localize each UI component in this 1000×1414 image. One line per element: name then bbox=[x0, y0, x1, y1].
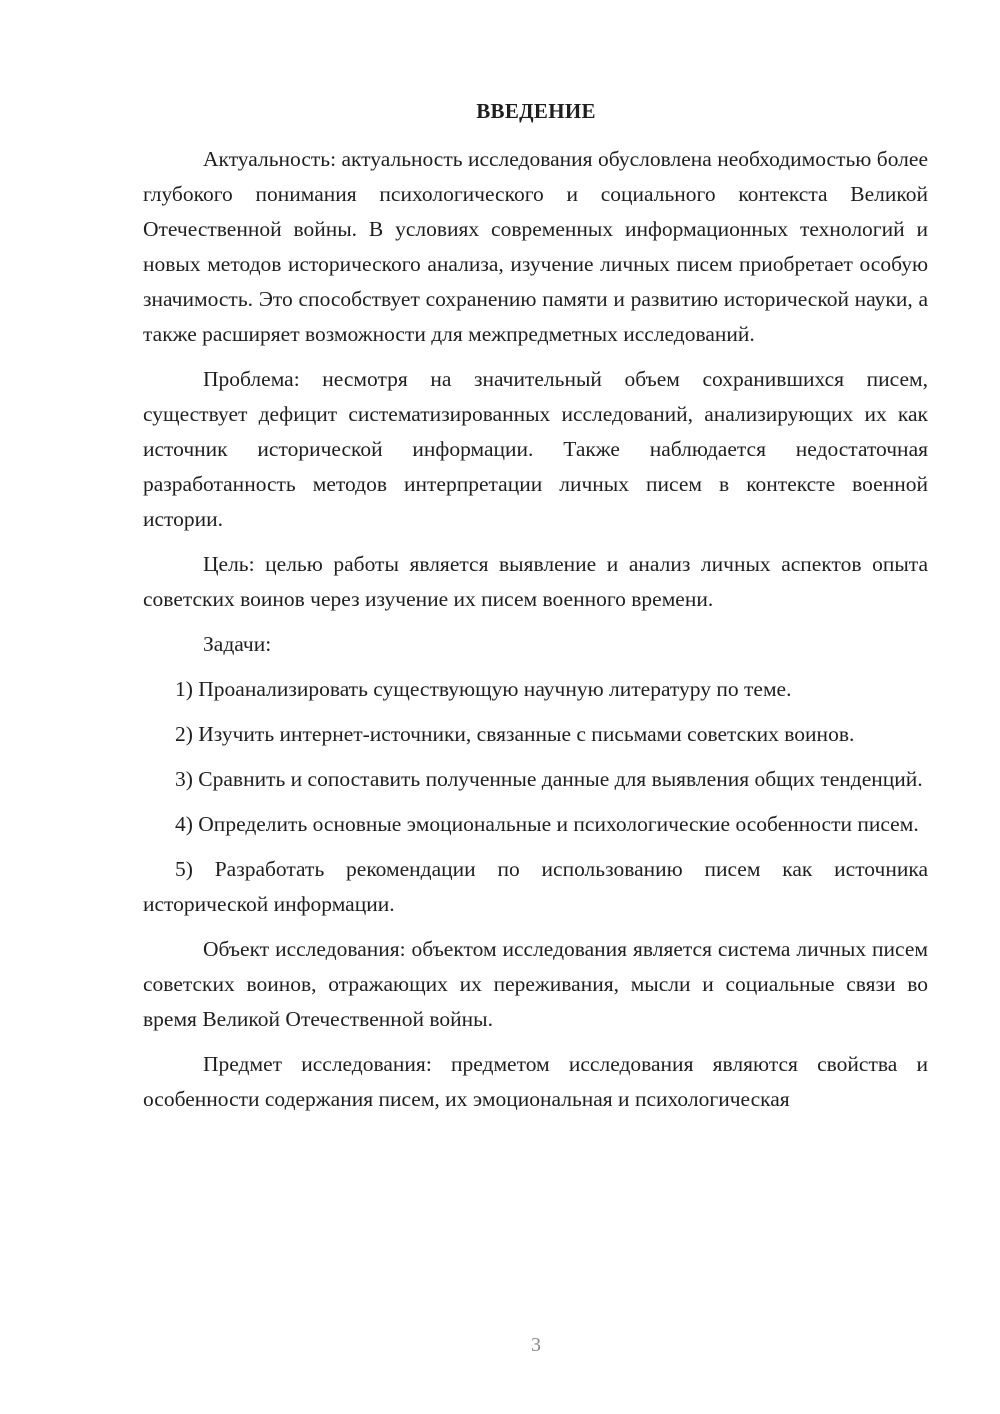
paragraph-object: Объект исследования: объектом исследования является система личных писем советских воинов, отражающих их переживания, мысли и социальные связи во время Великой Отечественной войны. bbox=[143, 937, 928, 1031]
paragraph-relevance: Актуальность: актуальность исследования обусловлена необходимостью более глубокого понимания психологического и социального контекста Великой Отечественной войны. В условиях современных информационных технологий и новых методов исторического анализа, изучение личных писем приобретает особую значимость. Это способствует сохранению памяти и развитию исторической науки, а также расширяет возможности для межпредметных исследований. bbox=[143, 147, 928, 346]
paragraph-tasks-label: Задачи: bbox=[203, 632, 272, 656]
list-item: 2) Изучить интернет-источники, связанные с письмами советских воинов. bbox=[175, 722, 855, 746]
list-item: 1) Проанализировать существующую научную литературу по теме. bbox=[175, 677, 792, 701]
section-heading: ВВЕДЕНИЕ bbox=[476, 99, 596, 123]
page-number: 3 bbox=[531, 1334, 541, 1356]
list-item: 4) Определить основные эмоциональные и психологические особенности писем. bbox=[175, 812, 919, 836]
paragraph-problem: Проблема: несмотря на значительный объем сохранившихся писем, существует дефицит систематизированных исследований, анализирующих их как источник исторической информации. Также наблюдается недостаточная разработанность методов интерпретации личных писем в контексте военной истории. bbox=[143, 367, 928, 531]
list-item: 5) Разработать рекомендации по использованию писем как источника исторической информации. bbox=[143, 857, 928, 916]
paragraph-goal: Цель: целью работы является выявление и анализ личных аспектов опыта советских воинов через изучение их писем военного времени. bbox=[143, 552, 928, 611]
document-body bbox=[143, 142, 928, 1127]
paragraph-subject: Предмет исследования: предметом исследования являются свойства и особенности содержания писем, их эмоциональная и психологическая bbox=[143, 1052, 928, 1111]
list-item: 3) Сравнить и сопоставить полученные данные для выявления общих тенденций. bbox=[175, 767, 923, 791]
